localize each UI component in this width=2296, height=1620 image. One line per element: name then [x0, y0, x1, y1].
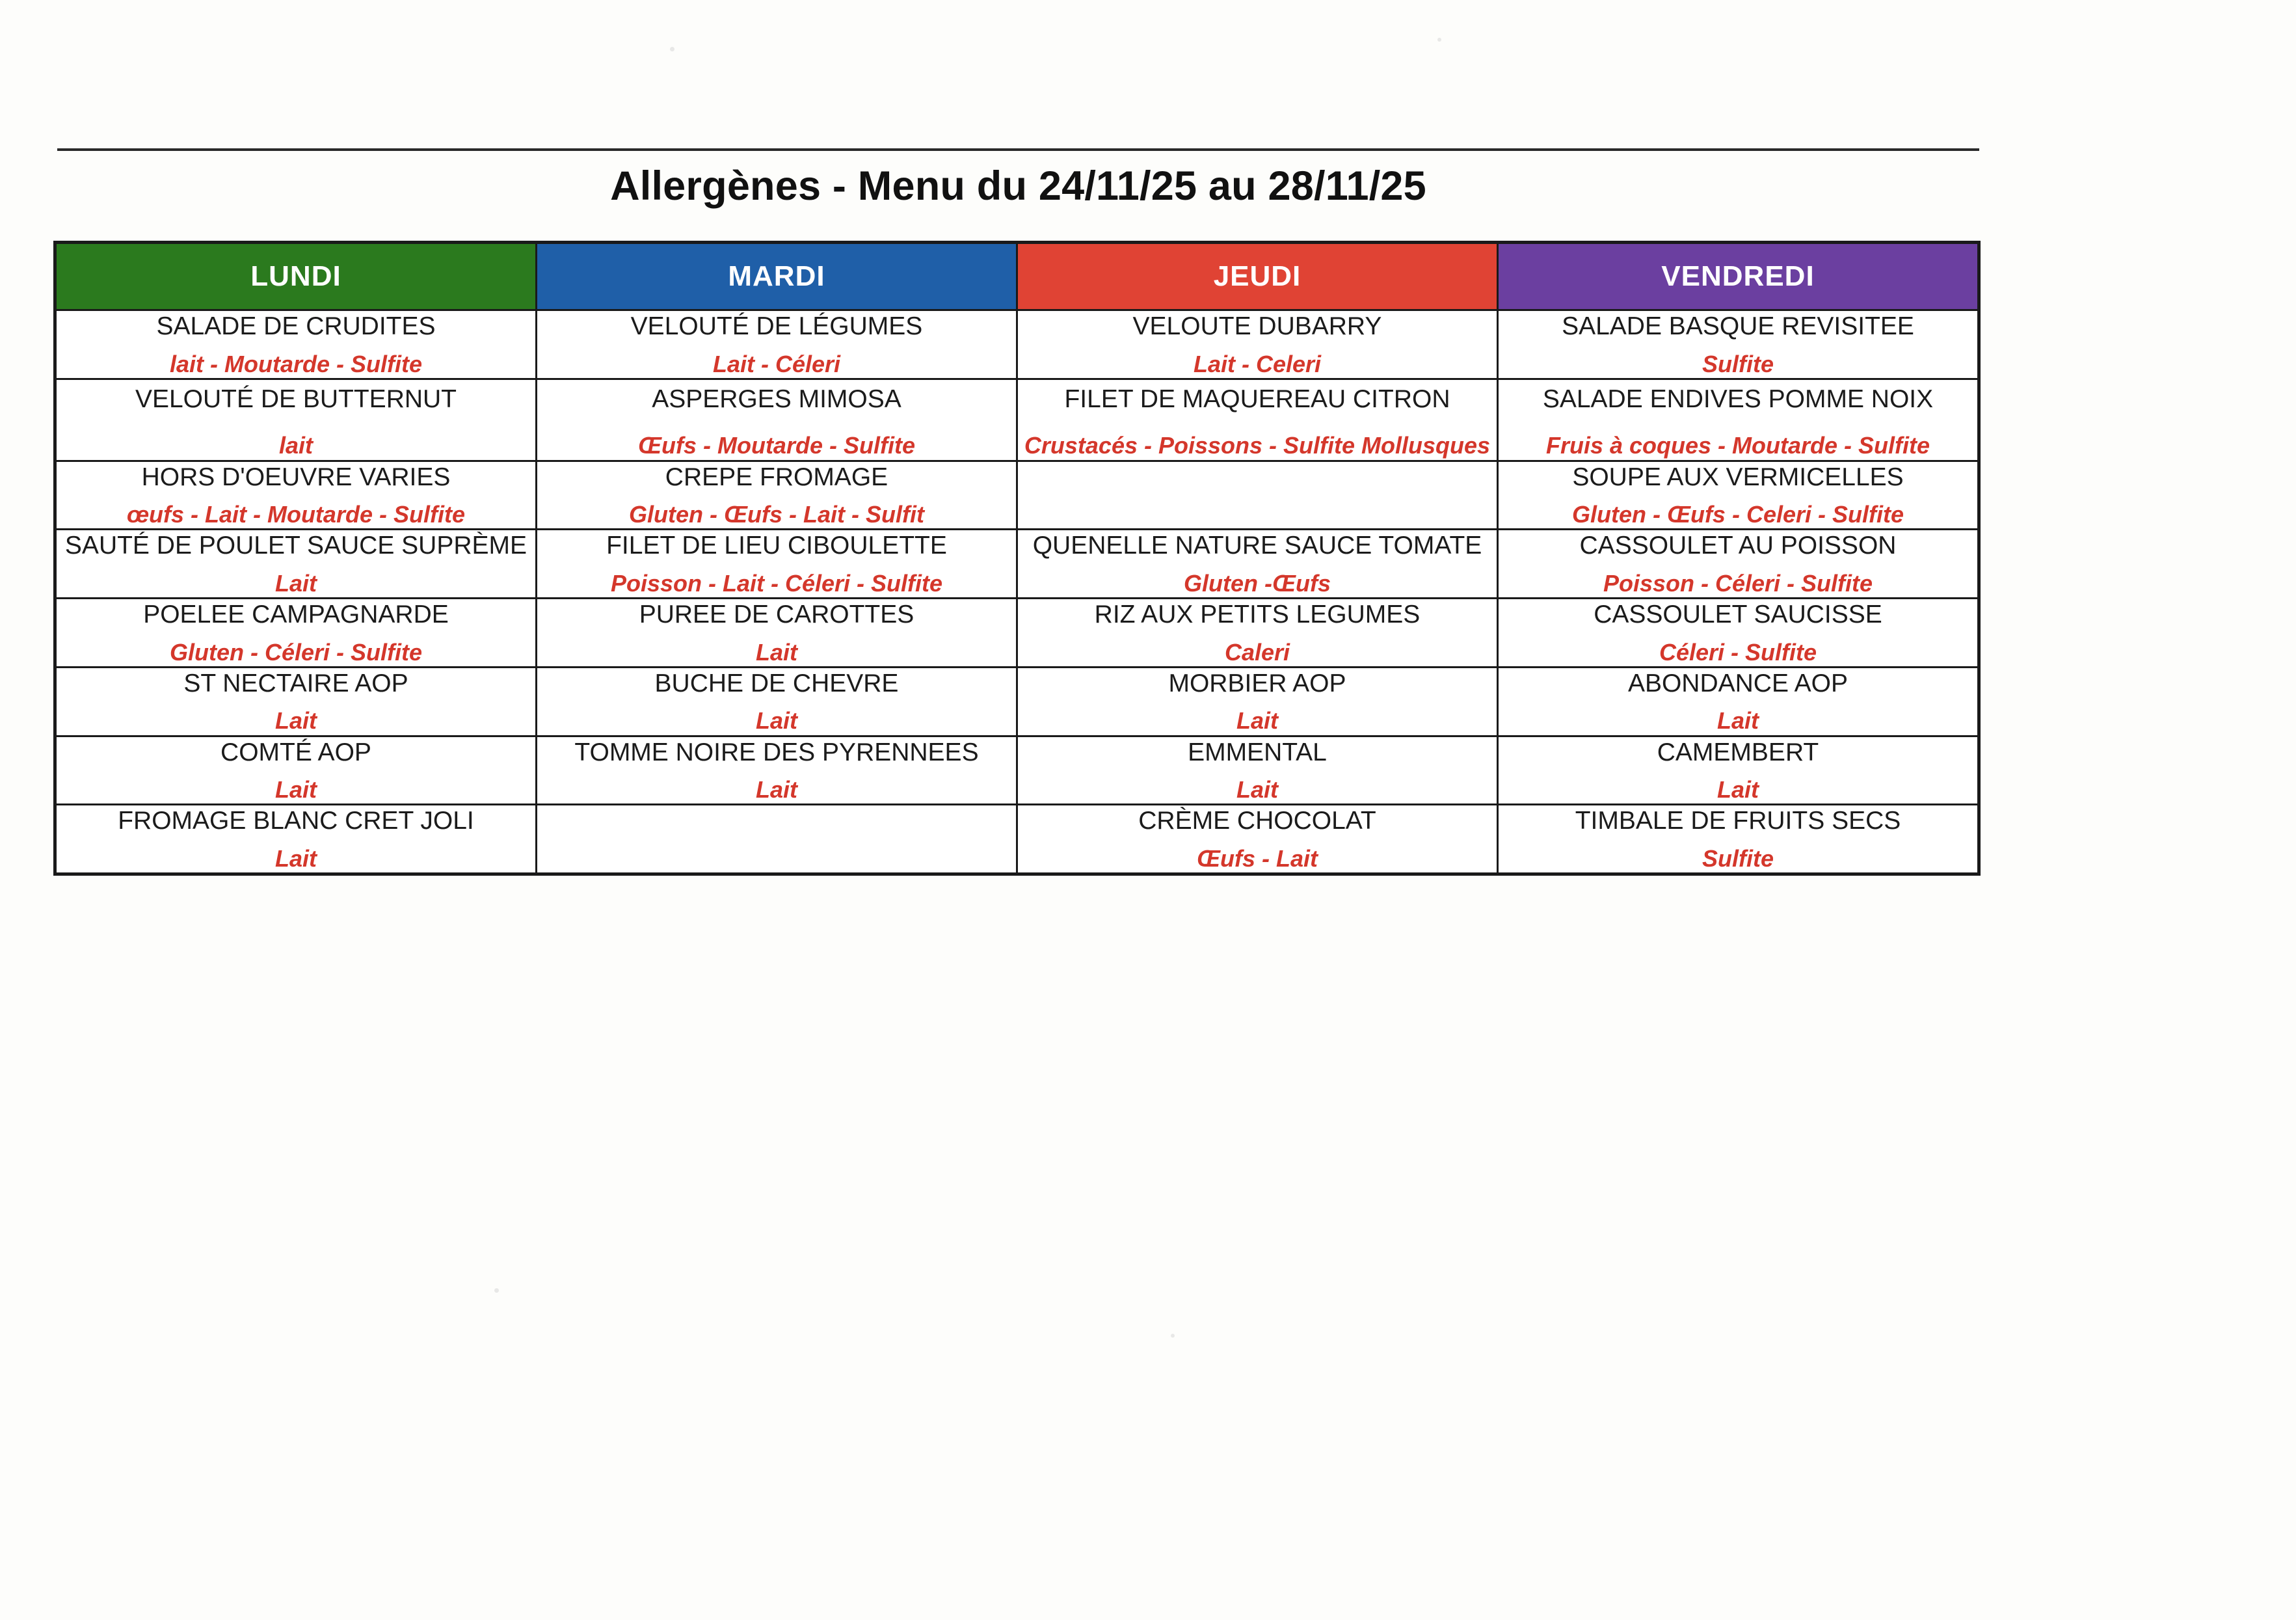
menu-table-container [53, 241, 1981, 876]
dish-name: CRÈME CHOCOLAT [1138, 807, 1376, 835]
menu-cell [536, 530, 1017, 599]
allergen-list: Céleri - Sulfite [1659, 638, 1817, 666]
dish-name: CASSOULET AU POISSON [1579, 532, 1897, 560]
allergen-list: Lait [755, 776, 797, 803]
allergen-list: Lait - Celeri [1193, 350, 1322, 377]
menu-cell [536, 667, 1017, 736]
menu-cell [55, 461, 537, 530]
menu-cell [1017, 379, 1497, 461]
menu-cell [1497, 805, 1979, 874]
allergen-list: Poisson - Céleri - Sulfite [1603, 569, 1873, 597]
allergen-list: Lait [1716, 707, 1759, 735]
dish-name: COMTÉ AOP [220, 738, 371, 766]
allergen-list: Poisson - Lait - Céleri - Sulfite [610, 569, 943, 597]
dish-name: EMMENTAL [1188, 738, 1327, 766]
allergen-list: Lait [755, 638, 797, 666]
menu-cell [55, 599, 537, 668]
menu-cell [1497, 599, 1979, 668]
scan-speck [1171, 1334, 1175, 1338]
dish-name: SAUTÉ DE POULET SAUCE SUPRÈME [64, 532, 527, 560]
allergen-list: Gluten - Œufs - Celeri - Sulfite [1571, 501, 1904, 528]
column-header-vendredi: VENDREDI [1497, 243, 1979, 310]
allergen-list: Lait [274, 707, 317, 735]
menu-table [53, 241, 1981, 876]
column-header-mardi: MARDI [536, 243, 1017, 310]
dish-name: POELEE CAMPAGNARDE [143, 601, 449, 629]
allergen-list: Caleri [1224, 638, 1290, 666]
allergen-list: Sulfite [1702, 844, 1774, 872]
menu-cell [1017, 805, 1497, 874]
dish-name: VELOUTÉ DE LÉGUMES [630, 312, 923, 340]
dish-name: VELOUTÉ DE BUTTERNUT [135, 385, 457, 413]
menu-cell-empty [536, 805, 1017, 874]
allergen-list: Crustacés - Poissons - Sulfite Mollusques [1024, 432, 1491, 459]
allergen-list: Lait - Céleri [712, 350, 841, 377]
dish-name: CAMEMBERT [1657, 738, 1819, 766]
dish-name: ST NECTAIRE AOP [183, 669, 408, 697]
table-row [55, 736, 1979, 805]
allergen-list: Lait [274, 844, 317, 872]
dish-name: MORBIER AOP [1168, 669, 1346, 697]
dish-name: BUCHE DE CHEVRE [654, 669, 899, 697]
dish-name: SOUPE AUX VERMICELLES [1572, 463, 1904, 491]
table-header-row [55, 243, 1979, 310]
dish-name: SALADE DE CRUDITES [156, 312, 436, 340]
allergen-list: Lait [1716, 776, 1759, 803]
menu-cell [536, 310, 1017, 379]
scan-speck [670, 47, 674, 51]
dish-name: HORS D'OEUVRE VARIES [141, 463, 451, 491]
dish-name: TIMBALE DE FRUITS SECS [1575, 807, 1901, 835]
allergen-list: Gluten - Céleri - Sulfite [169, 638, 423, 666]
menu-cell [55, 805, 537, 874]
allergen-list: Lait [1236, 707, 1278, 735]
dish-name: CASSOULET SAUCISSE [1594, 601, 1882, 629]
menu-cell [1017, 736, 1497, 805]
allergen-list: Lait [274, 569, 317, 597]
dish-name: FILET DE LIEU CIBOULETTE [606, 532, 947, 560]
menu-cell [536, 379, 1017, 461]
menu-cell [1017, 530, 1497, 599]
menu-cell [55, 736, 537, 805]
allergen-list: Gluten -Œufs [1183, 569, 1331, 597]
dish-name: RIZ AUX PETITS LEGUMES [1094, 601, 1421, 629]
menu-cell [1017, 667, 1497, 736]
menu-cell [1497, 379, 1979, 461]
allergen-list: Lait [1236, 776, 1278, 803]
dish-name: FROMAGE BLANC CRET JOLI [118, 807, 474, 835]
allergen-list: lait [278, 432, 313, 459]
menu-cell [1497, 310, 1979, 379]
allergen-list: Lait [755, 707, 797, 735]
dish-name: TOMME NOIRE DES PYRENNEES [574, 738, 979, 766]
menu-cell [1497, 461, 1979, 530]
allergen-list: Fruis à coques - Moutarde - Sulfite [1545, 432, 1930, 459]
menu-cell [55, 310, 537, 379]
table-row [55, 461, 1979, 530]
menu-cell [536, 461, 1017, 530]
menu-cell-empty [1017, 461, 1497, 530]
dish-name: SALADE BASQUE REVISITEE [1562, 312, 1914, 340]
allergen-list: Lait [274, 776, 317, 803]
dish-name: FILET DE MAQUEREAU CITRON [1064, 385, 1450, 413]
dish-name: VELOUTE DUBARRY [1132, 312, 1382, 340]
column-header-jeudi: JEUDI [1017, 243, 1497, 310]
menu-cell [536, 599, 1017, 668]
table-row [55, 530, 1979, 599]
menu-cell [1017, 599, 1497, 668]
dish-name: SALADE ENDIVES POMME NOIX [1542, 385, 1934, 413]
menu-cell [1497, 530, 1979, 599]
allergen-list: œufs - Lait - Moutarde - Sulfite [127, 501, 465, 528]
menu-cell [536, 736, 1017, 805]
table-row [55, 667, 1979, 736]
scan-speck [1437, 38, 1441, 42]
menu-cell [1497, 667, 1979, 736]
column-header-lundi: LUNDI [55, 243, 537, 310]
menu-cell [55, 667, 537, 736]
allergen-list: lait - Moutarde - Sulfite [169, 350, 422, 377]
page-title: Allergènes - Menu du 24/11/25 au 28/11/25 [610, 163, 1426, 209]
header-divider [57, 148, 1979, 151]
allergen-list: Sulfite [1702, 350, 1774, 377]
menu-cell [55, 379, 537, 461]
dish-name: CREPE FROMAGE [665, 463, 888, 491]
dish-name: ASPERGES MIMOSA [652, 385, 901, 413]
scan-speck [494, 1288, 499, 1293]
menu-cell [1497, 736, 1979, 805]
table-row [55, 310, 1979, 379]
allergen-list: Gluten - Œufs - Lait - Sulfit [629, 501, 924, 528]
menu-cell [55, 530, 537, 599]
allergen-list: Œufs - Moutarde - Sulfite [637, 432, 915, 459]
table-row [55, 379, 1979, 461]
dish-name: ABONDANCE AOP [1627, 669, 1849, 697]
menu-cell [1017, 310, 1497, 379]
table-row [55, 599, 1979, 668]
table-row [55, 805, 1979, 874]
allergen-list: Œufs - Lait [1196, 844, 1318, 872]
dish-name: QUENELLE NATURE SAUCE TOMATE [1032, 532, 1482, 560]
dish-name: PUREE DE CAROTTES [639, 601, 914, 629]
